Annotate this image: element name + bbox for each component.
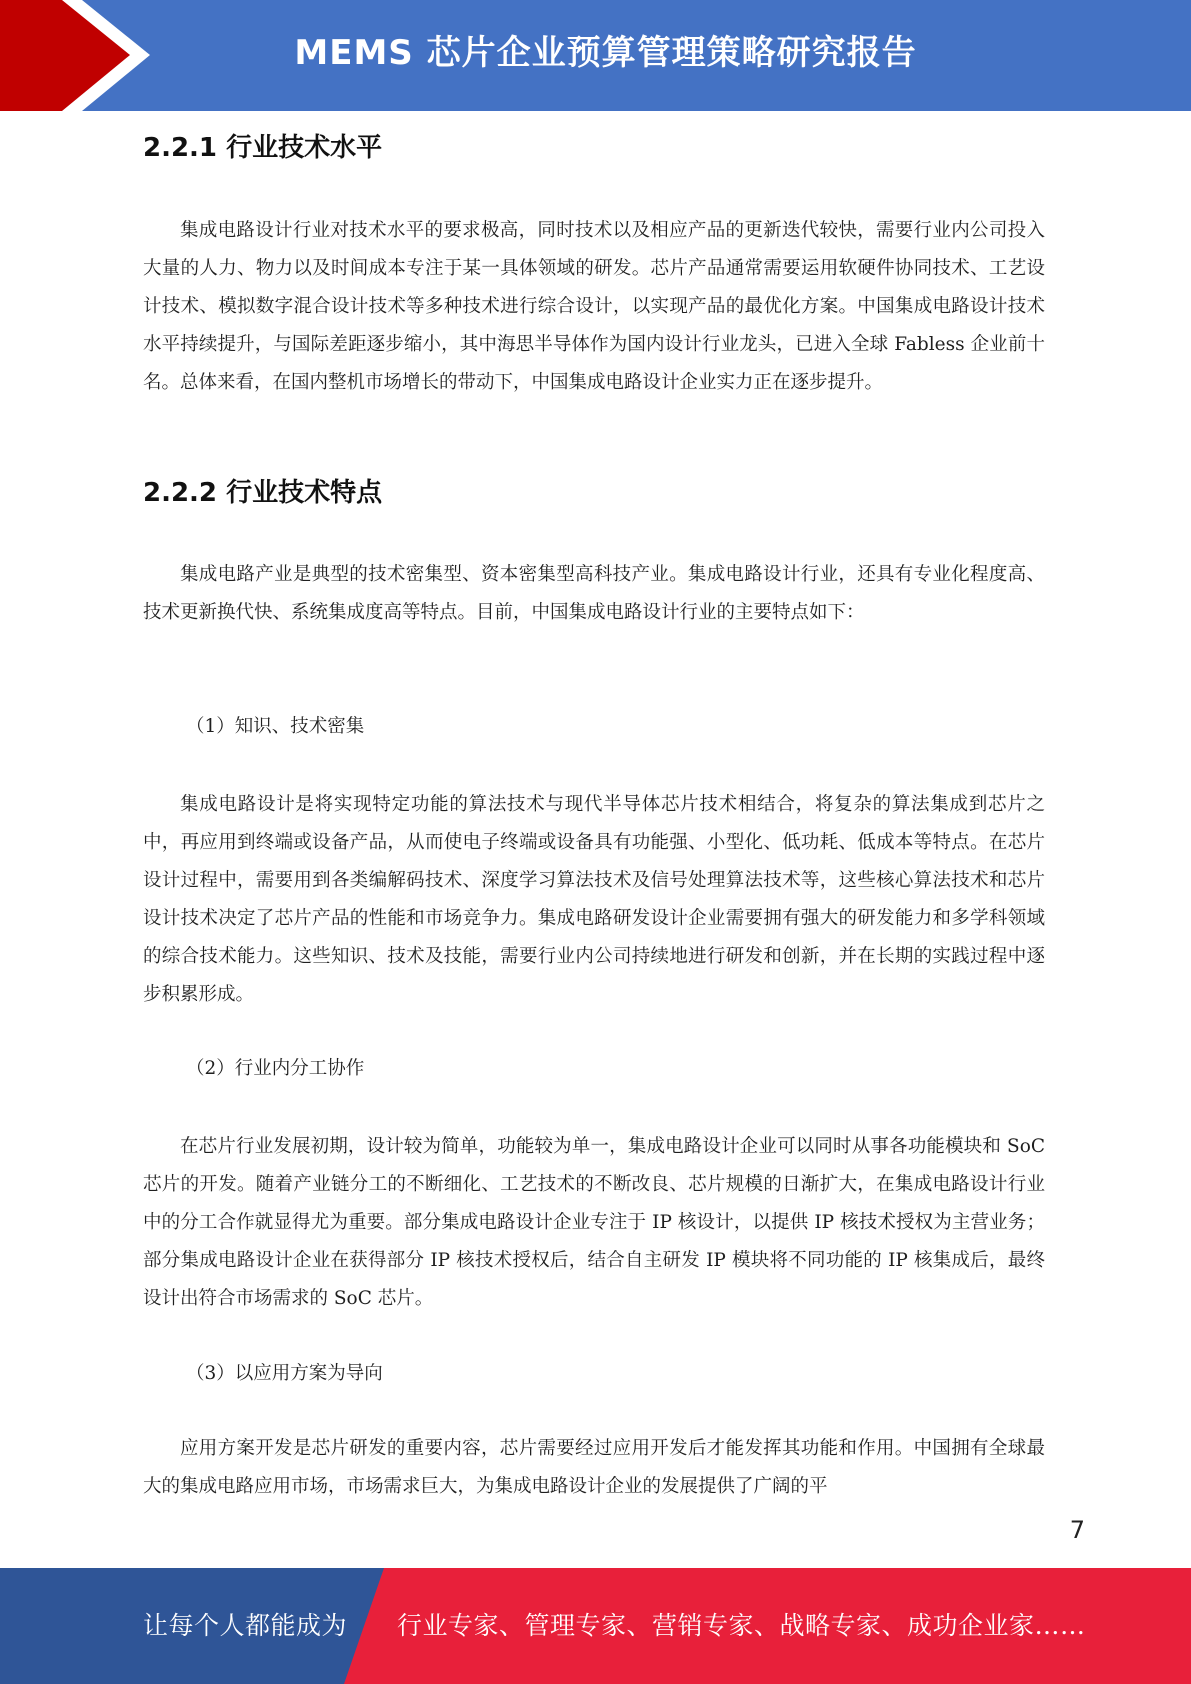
subheading-application-oriented: （3）以应用方案为导向	[186, 1363, 383, 1384]
subheading-division-of-labor: （2）行业内分工协作	[186, 1058, 365, 1079]
footer-slogan-right: 行业专家、管理专家、营销专家、战略专家、成功企业家……	[397, 1611, 1086, 1640]
section-paragraph-2-2-2: 集成电路产业是典型的技术密集型、资本密集型高科技产业。集成电路设计行业，还具有专业化程度高、技术更新换代快、系统集成度高等特点。目前，中国集成电路设计行业的主要特点如下：	[143, 564, 1045, 623]
page-footer	[0, 1568, 1191, 1684]
paragraph-application-oriented: 应用方案开发是芯片研发的重要内容，芯片需要经过应用开发后才能发挥其功能和作用。中国拥有全球最大的集成电路应用市场，市场需求巨大，为集成电路设计企业的发展提供了广阔的平	[143, 1438, 1045, 1497]
subheading-knowledge-intensive: （1）知识、技术密集	[186, 716, 365, 737]
footer-slogan-left: 让每个人都能成为	[143, 1611, 348, 1640]
section-paragraph-2-2-1: 集成电路设计行业对技术水平的要求极高，同时技术以及相应产品的更新迭代较快，需要行业内公司投入大量的人力、物力以及时间成本专注于某一具体领域的研发。芯片产品通常需要运用软硬件协同技术、工艺设计技术、模拟数字混合设计技术等多种技术进行综合设计，以实现产品的最优化方案。中国集成电路设计技术水平持续提升，与国际差距逐步缩小，其中海思半导体作为国内设计行业龙头，已进入全球 Fabless 企业前十名。总体来看，在国内整机市场增长的带动下，中国集成电路设计企业实力正在逐步提升。	[143, 220, 1045, 393]
section-heading-2-2-2: 2.2.2 行业技术特点	[143, 478, 383, 508]
page-number: 7	[1069, 1516, 1085, 1544]
paragraph-division-of-labor: 在芯片行业发展初期，设计较为简单，功能较为单一，集成电路设计企业可以同时从事各功能模块和 SoC 芯片的开发。随着产业链分工的不断细化、工艺技术的不断改良、芯片规模的日渐扩大，在集成电路设计行业中的分工合作就显得尤为重要。部分集成电路设计企业专注于 IP 核设计，以提供 IP 核技术授权为主营业务；部分集成电路设计企业在获得部分 IP 核技术授权后，结合自主研发 IP 模块将不同功能的 IP 核集成后，最终设计出符合市场需求的 SoC 芯片。	[143, 1136, 1045, 1309]
document-title: MEMS 芯片企业预算管理策略研究报告	[294, 33, 917, 73]
page-header	[0, 0, 1191, 111]
section-heading-2-2-1: 2.2.1 行业技术水平	[143, 133, 383, 163]
paragraph-knowledge-intensive: 集成电路设计是将实现特定功能的算法技术与现代半导体芯片技术相结合，将复杂的算法集成到芯片之中，再应用到终端或设备产品，从而使电子终端或设备具有功能强、小型化、低功耗、低成本等特点。在芯片设计过程中，需要用到各类编解码技术、深度学习算法技术及信号处理算法技术等，这些核心算法技术和芯片设计技术决定了芯片产品的性能和市场竞争力。集成电路研发设计企业需要拥有强大的研发能力和多学科领域的综合技术能力。这些知识、技术及技能，需要行业内公司持续地进行研发和创新，并在长期的实践过程中逐步积累形成。	[143, 794, 1045, 1005]
